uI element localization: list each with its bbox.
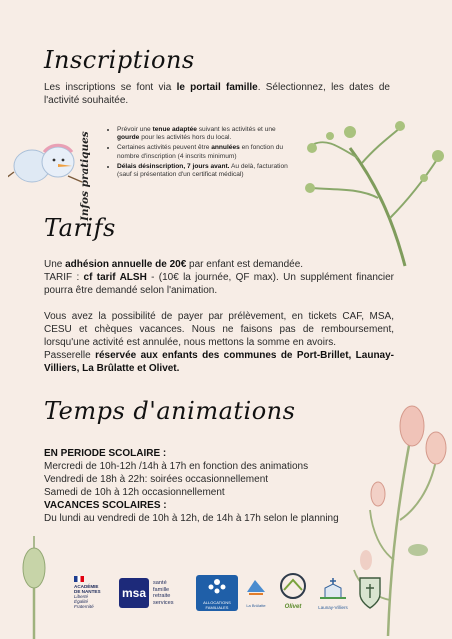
tarifs-paiement: Vous avez la possibilité de payer par prélèvement, en tickets CAF, MSA, CESU et chèques vacances. Nous ne faisons pas de remboursement, lorsqu'une activité est annulée, nous mettons la somme en avoirs. [44, 311, 394, 348]
launay-villiers-logo: Launay-Villiers [314, 576, 352, 610]
launay-church-icon [318, 576, 348, 600]
periode-scolaire-heading: EN PERIODE SCOLAIRE : [44, 448, 167, 459]
schedule-line: Mercredi de 10h-12h /14h à 17h en fonction des animations [44, 461, 309, 472]
schedule-line: Vendredi de 18h à 22h: soirées occasionnellement [44, 474, 269, 485]
portail-famille-text: le portail famille [176, 82, 258, 93]
tarifs-text [44, 258, 394, 375]
list-item: • Certaines activités peuvent être annulées en fonction du nombre d'inscription (4 inscrits minimum) [117, 144, 289, 161]
msa-logo: msa santé famille retraite services [119, 577, 191, 609]
tarifs-tarif: TARIF : cf tarif ALSH - (10€ la journée, QF max). Un supplément financier pourra être demandé selon l'animation. [44, 272, 394, 296]
caf-logo: ALLOCATIONS FAMILIALES [196, 575, 238, 611]
list-item: • Prévoir une tenue adaptée suivant les activités et une gourde pour les activités hors du local. [117, 126, 289, 143]
academie-nantes-logo: ACADÉMIE DE NANTES Liberté Égalité Fraternité [74, 576, 114, 609]
marianne-flag-icon [74, 576, 84, 582]
olivet-emblem-icon [274, 572, 312, 600]
snowman-illustration [8, 132, 84, 192]
inscriptions-text: Les inscriptions se font via le portail famille. Sélectionnez, les dates de l'activité souhaitée. [44, 82, 390, 106]
schedule-line: Samedi de 10h à 12h occasionnellement [44, 487, 225, 498]
tarifs-adhesion: Une adhésion annuelle de 20€ par enfant est demandée. [44, 259, 304, 270]
olivet-logo: Olivet [273, 572, 313, 610]
commune-crest-logo [356, 574, 384, 610]
vacances-scolaires-heading: VACANCES SCOLAIRES : [44, 500, 167, 511]
green-branch-illustration [300, 118, 450, 268]
temps-animations-text [44, 447, 404, 525]
brulatte-emblem-icon [245, 578, 267, 598]
la-brulatte-logo: La Brûlatte [242, 578, 270, 608]
section-title-temps-animations: Temps d'animations [44, 397, 296, 425]
section-title-inscriptions: Inscriptions [44, 46, 195, 74]
caf-emblem-icon [207, 577, 227, 595]
infos-pratiques-list [105, 126, 289, 181]
msa-mark: msa [119, 578, 149, 608]
list-item: • Délais désinscription, 7 jours avant. Au delà, facturation (sauf si présentation d'un certificat médical) [117, 163, 289, 180]
infos-pratiques-label: Infos pratiques [79, 131, 91, 221]
flower-bud-illustration [16, 536, 52, 639]
schedule-line: Du lundi au vendredi de 10h à 12h, de 14h à 17h selon le planning [44, 513, 339, 524]
crest-icon [356, 574, 384, 610]
tarifs-passerelle: Passerelle réservée aux enfants des communes de Port-Brillet, Launay-Villiers, La Brûlatte et Olivet. [44, 350, 394, 374]
section-title-tarifs: Tarifs [44, 214, 116, 242]
